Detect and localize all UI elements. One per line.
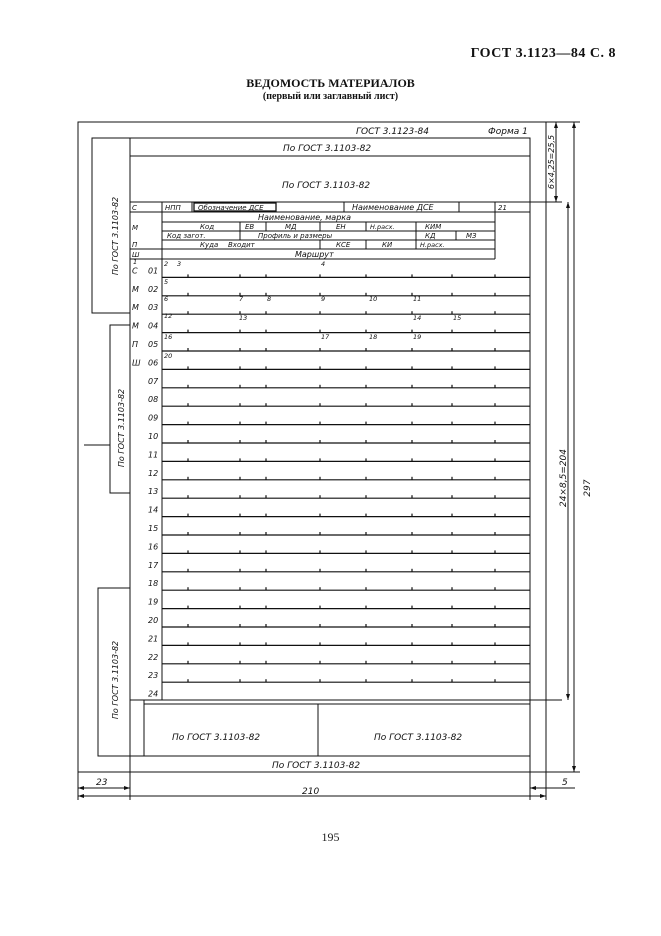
ref-bottom-right: По ГОСТ 3.1103-82	[374, 733, 463, 743]
field-number: 1	[133, 258, 138, 266]
field-number: 18	[369, 333, 378, 341]
ref-footer: По ГОСТ 3.1103-82	[272, 761, 361, 771]
hdr-naim-dse: Наименование ДСЕ	[352, 203, 434, 212]
field-number: 16	[164, 333, 173, 341]
page-number: 195	[321, 830, 340, 844]
code-p: П	[132, 241, 138, 249]
row-number: 20	[148, 616, 159, 625]
row-number: 24	[148, 689, 159, 699]
field-number: 13	[239, 314, 248, 322]
hdr-npp: НПП	[165, 204, 181, 212]
row-number: 01	[148, 266, 159, 276]
row-number: 19	[148, 597, 159, 607]
code-sh: Ш	[132, 251, 140, 259]
hdr-kod-zag: Код загот.	[167, 232, 206, 240]
row-number: 07	[148, 376, 159, 386]
hdr-nrasch-2: Н.расх.	[420, 241, 445, 249]
field-number: 2	[164, 260, 169, 268]
row-letter: М	[132, 321, 139, 331]
row-number: 08	[148, 395, 159, 405]
hdr-ev: ЕВ	[245, 223, 255, 231]
code-m: М	[132, 224, 139, 232]
field-number: 20	[164, 352, 173, 360]
row-number: 12	[148, 468, 159, 478]
field-number: 11	[413, 295, 422, 303]
hdr-md: МД	[285, 223, 297, 231]
hdr-kd: КД	[425, 232, 436, 240]
hdr-en: ЕН	[336, 223, 346, 231]
hdr-oboz: Обозначение ДСЕ	[198, 204, 264, 212]
field-number: 3	[177, 260, 182, 268]
field-number: 17	[321, 333, 330, 341]
dim-left: 23	[96, 778, 108, 788]
row-number: 21	[148, 634, 159, 644]
row-letter: М	[132, 303, 139, 313]
hdr-kim: КИМ	[425, 223, 442, 231]
row-number: 03	[148, 303, 159, 313]
row-number: 15	[148, 524, 159, 533]
hdr-ki: КИ	[382, 241, 393, 249]
ref-bottom-left: По ГОСТ 3.1103-82	[172, 733, 261, 743]
page-header: ГОСТ 3.1123—84 С. 8	[470, 46, 616, 61]
row-letter: М	[132, 284, 139, 294]
field-number: 9	[321, 295, 326, 303]
row-number: 13	[148, 487, 159, 497]
row-number: 11	[148, 450, 159, 460]
hdr-vhodit: Входит	[228, 241, 255, 249]
hdr-mz: МЗ	[466, 232, 477, 240]
form-label: Форма 1	[488, 127, 528, 137]
hdr-kod: Код	[200, 223, 215, 231]
side-ref-top: По ГОСТ 3.1103-82	[111, 196, 120, 276]
field-number: 5	[164, 278, 169, 286]
row-letter: Ш	[132, 358, 141, 368]
field-number: 14	[413, 314, 422, 322]
row-number: 04	[148, 321, 159, 331]
row-number: 23	[148, 671, 159, 681]
field-number: 4	[321, 260, 326, 268]
row-number: 05	[148, 340, 159, 349]
field-number: 19	[413, 333, 422, 341]
row-letter: П	[132, 340, 139, 349]
field-number: 6	[164, 295, 169, 303]
row-number: 10	[148, 432, 159, 441]
field-number: 7	[239, 295, 244, 303]
row-number: 06	[148, 358, 159, 368]
dim-middle: 24×8,5=204	[559, 448, 569, 508]
dim-top: 6×4,25=25,5	[547, 134, 556, 190]
hdr-21: 21	[498, 204, 507, 212]
field-number: 15	[453, 314, 462, 322]
ref-top: По ГОСТ 3.1103-82	[283, 144, 372, 154]
row-number: 16	[148, 542, 159, 552]
dim-bottom: 210	[302, 787, 320, 797]
row-number: 22	[148, 652, 159, 662]
row-number: 14	[148, 505, 159, 515]
hdr-kse: КСЕ	[336, 241, 351, 249]
hdr-naim-marka: Наименование, марка	[258, 213, 352, 222]
ref-header-block: По ГОСТ 3.1103-82	[282, 181, 371, 191]
hdr-nrasch: Н.расх.	[370, 223, 395, 231]
hdr-marshrut: Маршрут	[295, 250, 334, 259]
row-number: 18	[148, 579, 159, 589]
document-subtitle: (первый или заглавный лист)	[262, 91, 399, 102]
field-number: 10	[369, 295, 378, 303]
side-ref-middle: По ГОСТ 3.1103-82	[117, 388, 126, 468]
dim-total: 297	[583, 479, 593, 497]
hdr-profil: Профиль и размеры	[258, 232, 333, 240]
dim-right: 5	[562, 778, 568, 788]
code-c: С	[132, 204, 137, 212]
row-number: 17	[148, 560, 159, 570]
doc-code: ГОСТ 3.1123-84	[356, 127, 429, 137]
side-ref-bottom: По ГОСТ 3.1103-82	[111, 640, 120, 720]
field-number: 8	[267, 295, 272, 303]
field-number: 12	[164, 312, 173, 320]
row-number: 02	[148, 284, 159, 294]
row-number: 09	[148, 413, 159, 423]
hdr-kuda: Куда	[200, 241, 219, 249]
document-title: ВЕДОМОСТЬ МАТЕРИАЛОВ	[246, 76, 415, 90]
row-letter: С	[132, 266, 138, 276]
